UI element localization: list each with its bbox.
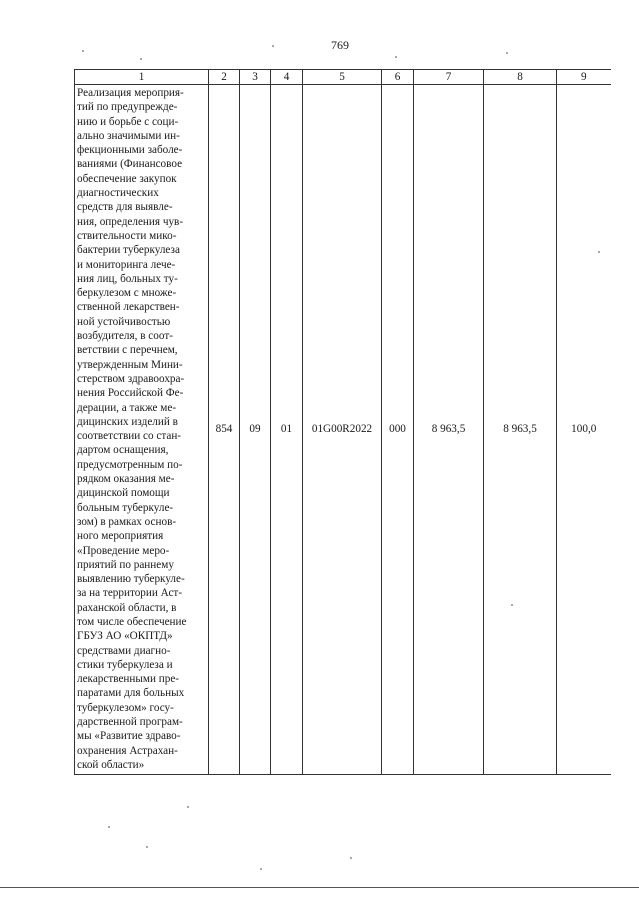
column-header-3: 3 xyxy=(240,70,271,85)
column-header-5: 5 xyxy=(303,70,382,85)
column-header-8: 8 xyxy=(484,70,557,85)
scan-speck xyxy=(395,56,397,58)
planned-amount-cell: 8 963,5 xyxy=(414,85,484,775)
description-line: мы «Развитие здраво- xyxy=(77,730,181,743)
page-number: 769 xyxy=(331,38,349,52)
description-line: фекционными заболе- xyxy=(77,144,183,157)
description-line: предусмотренным по- xyxy=(77,458,183,471)
description-line: приятий по раннему xyxy=(77,558,174,571)
description-line: дарственной програм- xyxy=(77,716,183,729)
scan-speck xyxy=(506,52,508,54)
activity-description xyxy=(77,86,206,772)
scan-speck xyxy=(511,604,513,606)
description-line: лекарственными пре- xyxy=(77,673,180,686)
description-line: туберкулезом» госу- xyxy=(77,701,174,714)
scan-speck xyxy=(146,846,148,848)
description-line: средствами диагно- xyxy=(77,644,171,657)
description-line: ствительности мико- xyxy=(77,229,177,242)
scan-speck xyxy=(108,826,110,828)
executed-amount-cell: 8 963,5 xyxy=(484,85,557,775)
description-line: ветствии с перечнем, xyxy=(77,344,178,357)
description-line: ГБУЗ АО «ОКПТД» xyxy=(77,630,173,643)
description-line: утвержденным Мини- xyxy=(77,358,183,371)
description-line: стерством здравоохра- xyxy=(77,372,185,385)
description-line: ной устойчивостью xyxy=(77,315,171,328)
description-line: «Проведение меро- xyxy=(77,544,170,557)
scan-speck xyxy=(140,58,142,60)
description-line: больным туберкуле- xyxy=(77,501,174,514)
section-code-cell: 09 xyxy=(240,85,271,775)
description-line: выявлению туберкуле- xyxy=(77,573,185,586)
description-line: дерации, а также ме- xyxy=(77,401,177,414)
description-line: дицинской помощи xyxy=(77,487,170,500)
description-line: нения Российской Фе- xyxy=(77,387,184,400)
description-line: ного мероприятия xyxy=(77,530,164,543)
description-line: раханской области, в xyxy=(77,601,177,614)
budget-table xyxy=(74,69,611,775)
description-line: дартом оснащения, xyxy=(77,444,169,457)
column-header-7: 7 xyxy=(414,70,484,85)
target-item-code-cell: 01G00R2022 xyxy=(303,85,382,775)
description-line: ния, определения чув- xyxy=(77,215,184,228)
description-line: том числе обеспечение xyxy=(77,615,187,628)
description-line: средств для выявле- xyxy=(77,201,173,214)
header-row xyxy=(75,70,611,85)
subsection-code-cell: 01 xyxy=(271,85,303,775)
description-line: ваниями (Финансовое xyxy=(77,158,183,171)
description-line: дицинских изделий в xyxy=(77,415,178,428)
activity-description-cell xyxy=(75,85,209,775)
description-line: соответствии со стан- xyxy=(77,430,182,443)
column-header-2: 2 xyxy=(209,70,240,85)
bottom-rule xyxy=(0,887,639,888)
scan-speck xyxy=(272,45,274,47)
description-line: бактерии туберкулеза xyxy=(77,244,180,257)
scan-speck xyxy=(82,50,84,52)
execution-percent-cell: 100,0 xyxy=(557,85,611,775)
description-line: ской области» xyxy=(77,758,145,771)
scan-speck xyxy=(260,868,262,870)
description-line: нию и борьбе с соци- xyxy=(77,115,179,128)
description-line: возбудителя, в соот- xyxy=(77,330,173,343)
description-line: ственной лекарствен- xyxy=(77,301,180,314)
description-line: диагностических xyxy=(77,187,159,200)
description-line: и мониторинга лече- xyxy=(77,258,176,271)
description-line: тий по предупрежде- xyxy=(77,101,178,114)
description-line: охранения Астрахан- xyxy=(77,744,178,757)
description-line: зом) в рамках основ- xyxy=(77,515,177,528)
description-line: ально значимыми ин- xyxy=(77,129,180,142)
table-row xyxy=(75,85,611,775)
description-line: паратами для больных xyxy=(77,687,185,700)
description-line: беркулезом с множе- xyxy=(77,287,177,300)
description-line: обеспечение закупок xyxy=(77,172,177,185)
column-header-6: 6 xyxy=(382,70,414,85)
expense-type-code-cell: 000 xyxy=(382,85,414,775)
column-header-1: 1 xyxy=(75,70,209,85)
description-line: Реализация мероприя- xyxy=(77,87,184,99)
column-header-4: 4 xyxy=(271,70,303,85)
ministry-code-cell: 854 xyxy=(209,85,240,775)
column-header-9: 9 xyxy=(557,70,611,85)
description-line: ния лиц, больных ту- xyxy=(77,272,178,285)
scan-speck xyxy=(187,806,189,808)
description-line: стики туберкулеза и xyxy=(77,658,173,671)
description-line: рядком оказания ме- xyxy=(77,473,175,486)
scan-speck xyxy=(350,857,352,859)
description-line: за на территории Аст- xyxy=(77,587,183,600)
scan-speck xyxy=(598,251,600,253)
